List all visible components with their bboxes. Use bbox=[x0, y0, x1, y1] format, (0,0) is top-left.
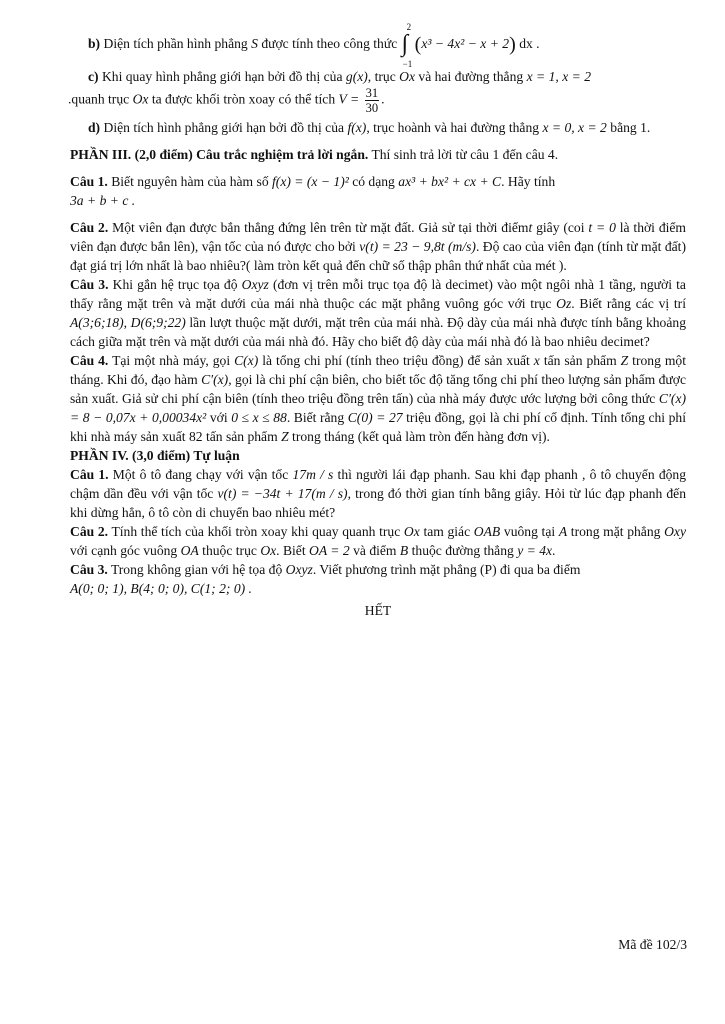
p4-q2-plane: Oxy bbox=[664, 524, 686, 539]
part3-subtitle: Thí sinh trả lời từ câu 1 đến câu 4. bbox=[371, 147, 559, 162]
item-c-line2 bbox=[68, 86, 686, 115]
p3-q2-t: t bbox=[528, 220, 533, 235]
item-d-prefix: d) bbox=[88, 120, 101, 135]
p3-question-1 bbox=[70, 172, 686, 210]
p4-q2-text6: thuộc trục bbox=[202, 543, 257, 558]
p3-q2-text5: Độ cao của viên đạn (tính từ mặt đất) đạt giá trị lớn nhất là bao nhiêu?( làm tròn kết quả đến chữ số thập phân thứ nhất của mét ). bbox=[70, 239, 686, 273]
p3-q2-text4: . bbox=[475, 239, 480, 254]
p3-q1-text3: . Hãy tính bbox=[501, 174, 556, 189]
item-b-dx: dx . bbox=[519, 36, 540, 52]
p3-q4-text2: là tổng chi phí (tính theo triệu đồng) để sản xuất bbox=[262, 353, 530, 368]
p3-q4-range: 0 ≤ x ≤ 88 bbox=[231, 410, 287, 425]
page-footer: Mã đề 102/3 bbox=[618, 937, 687, 952]
p3-q2-velocity: v(t) = 23 − 9,8t (m/s) bbox=[359, 239, 476, 254]
p4-q2-triangle: OAB bbox=[473, 524, 501, 539]
p4-q2-b: B bbox=[399, 543, 409, 558]
p3-q4-label: Câu 4. bbox=[70, 353, 109, 368]
p4-question-1 bbox=[70, 465, 686, 522]
p3-q3-label: Câu 3. bbox=[70, 277, 109, 292]
p4-q2-label: Câu 2. bbox=[70, 524, 109, 539]
item-d-lines: x = 0, x = 2 bbox=[542, 120, 607, 135]
p3-q3-point-d: D(6;9;22) bbox=[130, 315, 186, 330]
p4-q2-text4: trong mặt phẳng bbox=[570, 524, 661, 539]
item-c-vlabel: V = bbox=[338, 91, 360, 107]
item-c-text3: và hai đường thẳng bbox=[418, 69, 524, 84]
p3-q4-cprime: C′(x) bbox=[201, 372, 229, 387]
p4-q3-points: A(0; 0; 1), B(4; 0; 0), C(1; 2; 0) . bbox=[70, 581, 252, 596]
p4-q1-text3: , trong đó thời gian tính bằng giây. Hỏi từ lúc đạp phanh đến khi dừng hẳn, ô tô còn di chuyển bao nhiêu mét? bbox=[70, 486, 686, 520]
p4-q2-text5: với cạnh góc vuông bbox=[70, 543, 178, 558]
p4-q2-text8: và điểm bbox=[353, 543, 397, 558]
p3-q4-text1: Tại một nhà máy, gọi bbox=[112, 353, 231, 368]
p4-question-3 bbox=[70, 560, 686, 598]
p3-question-3 bbox=[70, 275, 686, 351]
item-d-text3: bằng 1. bbox=[610, 120, 651, 135]
p3-q4-z2: Z bbox=[281, 429, 289, 444]
p4-q2-axis2: Ox bbox=[260, 543, 277, 558]
exam-page bbox=[68, 22, 687, 620]
item-c-fn: g(x) bbox=[345, 69, 368, 84]
p3-q1-fn: f(x) = (x − 1)² bbox=[272, 174, 349, 189]
p4-q2-text3: vuông tại bbox=[503, 524, 556, 539]
item-c bbox=[70, 67, 686, 86]
p3-question-2 bbox=[70, 218, 686, 275]
p3-q2-text3: là thời điểm viên đạn được bắn lên), vận tốc của nó được cho bởi bbox=[70, 220, 687, 254]
p3-q4-text5: , gọi là chi phí cận biên, cho biết tốc độ tăng tổng chi phí theo lượng sản phẩm được sản xuất. Giả sử chi phí cận biên (tính theo triệu đồng trên tấn) của nhà máy được ước lượng bởi công thức bbox=[70, 372, 686, 406]
item-c-axis: Ox bbox=[399, 69, 415, 84]
p3-q4-c0: C(0) = 27 bbox=[347, 410, 403, 425]
item-b-var: S bbox=[251, 36, 258, 52]
p3-q1-expr: 3a + b + c . bbox=[70, 193, 136, 208]
p3-q4-text8: triệu đồng, gọi là chi phí cố định. Tính tổng chi phí khi nhà máy sản xuất bbox=[70, 410, 687, 444]
p3-q1-text: Biết nguyên hàm của hàm số bbox=[111, 174, 269, 189]
p3-q3-sys: Oxyz bbox=[241, 277, 269, 292]
part3-heading-line bbox=[70, 145, 686, 164]
p3-q2-text1: Một viên đạn được bắn thẳng đứng lên trên từ mặt đất. Giả sử tại thời điểm bbox=[112, 220, 529, 235]
p3-q4-z: Z bbox=[620, 353, 629, 368]
part4-heading-line bbox=[70, 446, 686, 465]
item-c-axis2: Ox bbox=[132, 91, 149, 107]
p3-q2-label: Câu 2. bbox=[70, 220, 109, 235]
integral-sign: 2 ∫ −1 bbox=[401, 22, 413, 69]
p4-q2-text1: Tính thể tích của khối tròn xoay khi quay quanh trục bbox=[111, 524, 401, 539]
p4-q2-text9: thuộc đường thẳng bbox=[411, 543, 514, 558]
integrand: x³ − 4x² − x + 2 bbox=[421, 36, 510, 52]
p3-q3-text3: . Biết rằng các vị trí bbox=[571, 296, 686, 311]
item-c-end: . bbox=[381, 91, 385, 107]
item-d-fn: f(x) bbox=[347, 120, 367, 135]
p3-q4-text3: tấn sản phẩm bbox=[543, 353, 617, 368]
item-c-text2: , trục bbox=[367, 69, 396, 84]
item-b-text2: được tính theo công thức bbox=[261, 36, 398, 52]
p4-q1-velocity: v(t) = −34t + 17(m / s) bbox=[217, 486, 348, 501]
item-d-text: Diện tích hình phẳng giới hạn bởi đồ thị của bbox=[103, 120, 345, 135]
end-mark: HẾT bbox=[364, 603, 392, 618]
p3-q1-text2: có dạng bbox=[352, 174, 395, 189]
item-c-line2a: .quanh trục bbox=[68, 91, 130, 107]
p3-q1-label: Câu 1. bbox=[70, 174, 108, 189]
p3-q4-text7: . Biết rằng bbox=[286, 410, 345, 425]
item-c-prefix: c) bbox=[88, 69, 99, 84]
p4-q2-end: . bbox=[552, 543, 556, 558]
p4-q2-text2: tam giác bbox=[423, 524, 471, 539]
p4-question-2 bbox=[70, 522, 686, 560]
p4-q3-label: Câu 3. bbox=[70, 562, 108, 577]
item-b: b) Diện tích phần hình phẳng S được tính theo công thức 2 ∫ −1 (x³ − 4x² − x + 2) dx . bbox=[88, 22, 540, 69]
fraction-denominator: 30 bbox=[365, 101, 379, 115]
p3-q4-text10: trong tháng (kết quả làm tròn đến hàng đơn vị). bbox=[292, 429, 550, 444]
p3-q3-text4: lần lượt thuộc mặt dưới, mặt trên của mái nhà. Độ dày của mái nhà được tính bằng khoảng cách giữa mặt trên và mặt dưới của mái nhà đó. Hãy cho biết độ dày của mái nhà đó là bao nhiêu decimet? bbox=[70, 315, 686, 349]
p3-q4-formula: C′(x) = 8 − 0,07x + 0,00034x² bbox=[70, 391, 687, 425]
item-d bbox=[70, 118, 686, 137]
p3-q3-sep: , bbox=[123, 315, 128, 330]
fraction-numerator: 31 bbox=[365, 86, 379, 100]
p4-q2-text7: . Biết bbox=[276, 543, 306, 558]
p4-q2-line: y = 4x bbox=[517, 543, 553, 558]
integral-upper: 2 bbox=[406, 22, 412, 32]
p3-q4-text4: trong một tháng. Khi đó, đạo hàm bbox=[70, 353, 686, 387]
p4-q2-axis: Ox bbox=[403, 524, 420, 539]
p4-q1-speed: 17m / s bbox=[292, 467, 334, 482]
p4-q3-text1: Trong không gian với hệ tọa độ bbox=[110, 562, 283, 577]
p3-q4-c: C(x) bbox=[234, 353, 259, 368]
p3-q3-axis: Oz bbox=[556, 296, 572, 311]
part4-heading: PHẦN IV. (3,0 điểm) Tự luận bbox=[70, 448, 240, 463]
item-b-prefix: b) bbox=[88, 36, 101, 52]
p4-q3-sys: Oxyz bbox=[285, 562, 313, 577]
p3-q2-text2: giây (coi bbox=[536, 220, 585, 235]
p4-q1-label: Câu 1. bbox=[70, 467, 109, 482]
volume-fraction bbox=[365, 86, 380, 115]
p4-q3-text2: . Viết phương trình mặt phẳng (P) đi qua ba điểm bbox=[312, 562, 581, 577]
integral-lower: −1 bbox=[402, 59, 413, 69]
p3-q2-t0: t = 0 bbox=[588, 220, 616, 235]
p3-q4-x: x bbox=[533, 353, 540, 368]
item-d-text2: , trục hoành và hai đường thẳng bbox=[366, 120, 540, 135]
item-c-line2b: ta được khối tròn xoay có thể tích bbox=[151, 91, 336, 107]
item-b-text: Diện tích phần hình phẳng bbox=[103, 36, 248, 52]
item-c-text: Khi quay hình phẳng giới hạn bởi đồ thị của bbox=[101, 69, 343, 84]
p3-q1-form: ax³ + bx² + cx + C bbox=[398, 174, 502, 189]
part3-heading: PHẦN III. (2,0 điểm) Câu trắc nghiệm trả lời ngắn. bbox=[70, 147, 369, 162]
p4-q2-oa-value: OA = 2 bbox=[309, 543, 350, 558]
item-c-lines: x = 1, x = 2 bbox=[526, 69, 591, 84]
p4-q1-text1: Một ô tô đang chạy với vận tốc bbox=[112, 467, 289, 482]
p3-question-4 bbox=[70, 351, 686, 446]
p3-q3-point-a: A(3;6;18) bbox=[70, 315, 124, 330]
p3-q4-n: 82 bbox=[188, 429, 203, 444]
p3-q3-text1: Khi gắn hệ trục tọa độ bbox=[112, 277, 238, 292]
p4-q1-text2: thì người lái đạp phanh. Sau khi đạp phanh , ô tô chuyển động chậm dần đều với vận tốc bbox=[70, 467, 687, 501]
p4-q2-oa: OA bbox=[180, 543, 199, 558]
p3-q4-text6: với bbox=[209, 410, 228, 425]
p3-q3-text2: (đơn vị trên mỗi trục tọa độ là decimet) vào một ngôi nhà 1 tầng, người ta thấy rằng mặt trên và mặt dưới của mái nhà thuộc các mặt phẳng vuông góc với trục bbox=[70, 277, 686, 311]
p4-q2-a: A bbox=[558, 524, 568, 539]
p3-q4-text9: tấn sản phẩm bbox=[205, 429, 278, 444]
